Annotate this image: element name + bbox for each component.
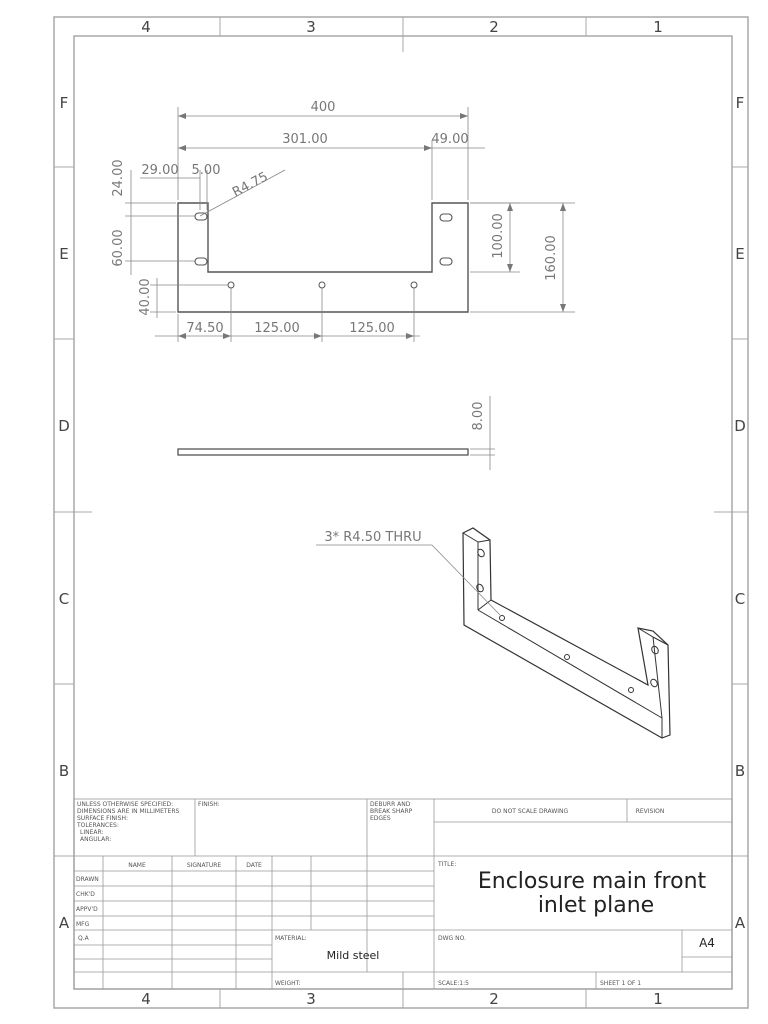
arrowheads [178, 113, 566, 339]
row-checked: CHK'D [76, 891, 95, 898]
dwg-no-label: DWG NO. [438, 935, 466, 942]
title-block [74, 799, 732, 989]
deburr-line-2: BREAK SHARP [370, 808, 413, 815]
finish-label: FINISH: [198, 801, 220, 808]
front-view [111, 100, 575, 342]
do-not-scale-label: DO NOT SCALE DRAWING [491, 808, 569, 815]
edge-view [178, 396, 495, 470]
zone-row-left-d: D [58, 417, 70, 435]
holes [228, 282, 417, 288]
row-qa: Q.A [78, 935, 89, 942]
zone-col-top-2: 3 [306, 18, 316, 36]
row-approved: APPV'D [76, 906, 98, 913]
dimension-lines [125, 107, 575, 342]
deburr-line-3: EDGES [370, 815, 391, 822]
zone-row-left-e: E [59, 245, 69, 263]
zone-row-left-b: B [58, 762, 70, 780]
zone-col-bottom-3: 2 [489, 990, 499, 1008]
dim-top-offset: 24.00 [111, 159, 126, 197]
zone-row-right-c: C [734, 590, 746, 608]
sheet-label: SHEET 1 OF 1 [600, 980, 642, 987]
zone-row-right-d: D [734, 417, 746, 435]
isometric-view [316, 528, 670, 738]
deburr-line-1: DEBURR AND [370, 801, 411, 808]
zone-row-left-f: F [59, 94, 69, 112]
dim-overall-length: 400 [310, 100, 336, 115]
col-signature-header: SIGNATURE [186, 862, 222, 869]
title-line-1: Enclosure main front [477, 869, 707, 894]
dim-inner-height: 100.00 [491, 213, 506, 259]
zone-col-top-4: 1 [653, 18, 663, 36]
zone-col-top-3: 2 [489, 18, 499, 36]
dim-hole-x1: 74.50 [186, 321, 224, 336]
weight-label: WEIGHT: [275, 980, 301, 987]
dim-thickness: 8.00 [471, 401, 486, 431]
dim-slot-spacing: 60.00 [111, 229, 126, 267]
dim-slot-width: 5.00 [191, 163, 221, 178]
zone-row-right-f: F [735, 94, 745, 112]
zone-row-right-b: B [734, 762, 746, 780]
hole-callout: 3* R4.50 THRU [324, 530, 422, 545]
dim-center-length: 301.00 [282, 132, 328, 147]
edge-outline [178, 449, 468, 455]
note-line-5: LINEAR: [80, 829, 104, 836]
row-drawn: DRAWN [76, 876, 99, 883]
dim-left-offset: 29.00 [141, 163, 179, 178]
zone-row-left-c: C [58, 590, 70, 608]
dim-overall-height: 160.00 [544, 235, 559, 281]
sheet-size: A4 [699, 936, 715, 950]
note-line-3: SURFACE FINISH: [77, 815, 128, 822]
title-line-2: inlet plane [537, 893, 655, 918]
row-mfg: MFG [76, 921, 90, 928]
inner-border [74, 36, 732, 989]
plate-outline [178, 203, 468, 312]
col-date-header: DATE [246, 862, 262, 869]
zone-col-bottom-2: 3 [306, 990, 316, 1008]
title-label: TITLE: [438, 861, 457, 868]
zone-col-bottom-4: 1 [653, 990, 663, 1008]
zone-row-left-a: A [58, 914, 70, 932]
dim-hole-x2: 125.00 [254, 321, 300, 336]
zone-row-right-a: A [734, 914, 746, 932]
note-line-4: TOLERANCES: [77, 822, 119, 829]
scale-label: SCALE:1:5 [438, 980, 469, 987]
material-label: MATERIAL: [275, 935, 307, 942]
col-name-header: NAME [128, 862, 146, 869]
zone-col-top-1: 4 [141, 18, 151, 36]
revision-label: REVISION [635, 808, 665, 815]
zone-row-right-e: E [735, 245, 745, 263]
dim-hole-x3: 125.00 [349, 321, 395, 336]
note-line-2: DIMENSIONS ARE IN MILLIMETERS [77, 808, 180, 815]
dim-hole-row-offset: 40.00 [138, 278, 153, 316]
dim-right-tab: 49.00 [431, 132, 469, 147]
dim-slot-radius: R4.75 [230, 169, 271, 201]
material-value: Mild steel [326, 949, 380, 962]
zone-col-bottom-1: 4 [141, 990, 151, 1008]
note-line-6: ANGULAR: [80, 836, 112, 843]
slots [195, 213, 452, 265]
note-line-1: UNLESS OTHERWISE SPECIFIED: [77, 801, 174, 808]
